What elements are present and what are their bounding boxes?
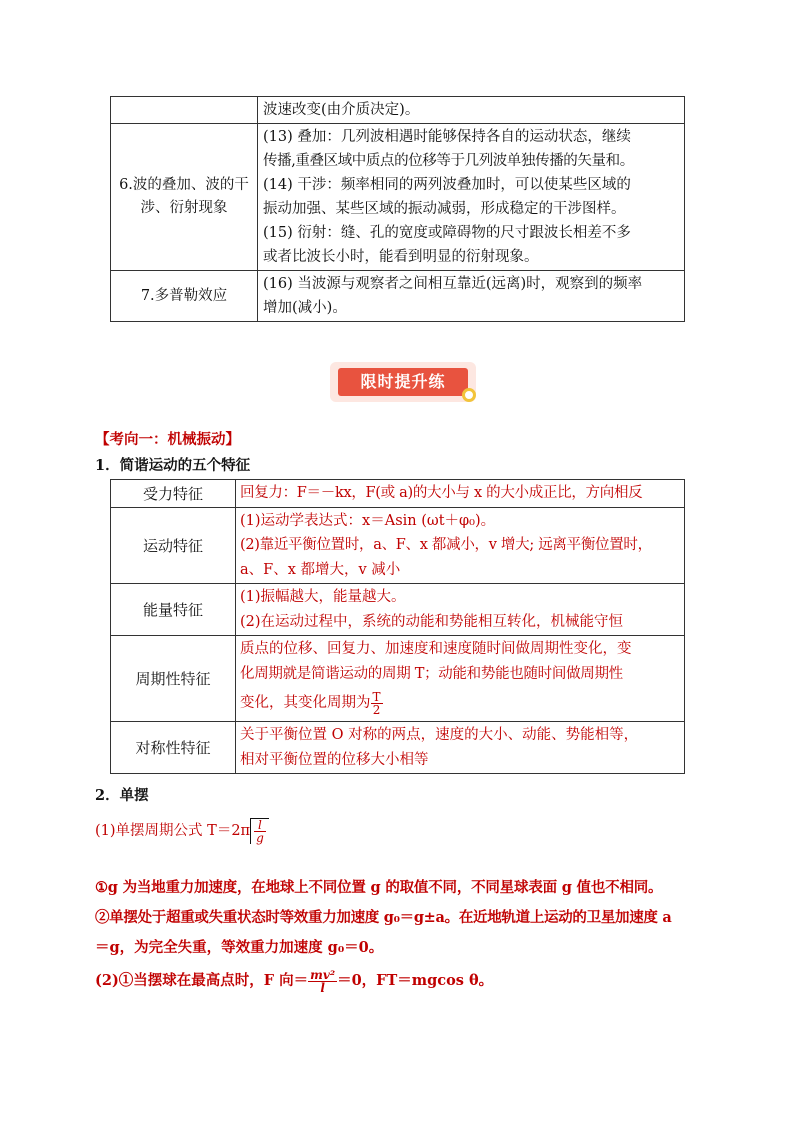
content-line: 传播,重叠区域中质点的位移等于几列波单独传播的矢量和。 [263,153,634,169]
table2-label-periodic: 周期性特征 [111,636,236,722]
label-line: 6.波的叠加、波的干 [119,177,249,193]
content-line: 增加(减小)。 [263,300,347,316]
content-line: (13) 叠加：几列波相遇时能够保持各自的运动状态，继续 [263,129,631,145]
table2-content-force: 回复力：F＝－kx，F(或 a)的大小与 x 的大小成正比，方向相反 [236,480,685,508]
content-text: 变化，其变化周期为 [240,695,371,711]
content-line: (2)靠近平衡位置时，a、F、x 都减小，v 增大; 远离平衡位置时， [240,537,652,553]
table2-label-symmetry: 对称性特征 [111,722,236,774]
table2-content-motion [236,507,685,584]
content-line: 或者比波长小时，能看到明显的衍射现象。 [263,249,539,265]
fraction-t-over-2 [371,691,383,716]
content-line: 化周期就是简谐运动的周期 T；动能和势能也随时间做周期性 [240,665,623,682]
fraction-numerator: mv² [310,967,336,982]
table2-label-motion: 运动特征 [111,507,236,584]
table1-row1-label [111,124,258,271]
table2-content-symmetry [236,722,685,774]
wave-summary-table [110,96,685,322]
table1-row1-content [258,124,685,271]
table2-label-force: 受力特征 [111,480,236,508]
table2-content-periodic [236,636,685,722]
content-line: a、F、x 都增大，v 减小 [240,561,401,578]
fraction-mv2-over-l [308,969,337,994]
table2-label-energy: 能量特征 [111,584,236,636]
content-line: (1)运动学表达式：x＝Asin (ωt＋φ₀)。 [240,512,496,529]
formula-text: (1)单摆周期公式 T＝2π [95,823,251,839]
sqrt-symbol-icon [250,818,269,844]
fraction-denominator: 2 [371,703,383,716]
sqrt-fraction [254,819,266,844]
formula-prefix: (2)①当摆球在最高点时，F 向＝ [95,972,309,989]
content-line [240,686,680,720]
content-line: (15) 衍射：缝、孔的宽度或障碍物的尺寸跟波长相差不多 [263,225,631,241]
table1-row0-left [111,97,258,124]
content-line: (14) 干涉：频率相同的两列波叠加时，可以使某些区域的 [263,177,631,193]
fraction-numerator: T [372,689,381,704]
formula-suffix: ＝0，FT＝mgcos θ。 [337,972,494,989]
content-line: 关于平衡位置 O 对称的两点，速度的大小、动能、势能相等， [240,727,639,743]
pendulum-force-formula [95,964,493,998]
table1-row0-right: 波速改变(由介质决定)。 [258,97,685,124]
content-line: 质点的位移、回复力、加速度和速度随时间做周期性变化，变 [240,641,632,657]
table2-content-energy [236,584,685,636]
label-line: 涉、衍射现象 [140,200,228,216]
pendulum-note-1: ①g 为当地重力加速度，在地球上不同位置 g 的取值不同，不同星球表面 g 值也不相同。 [95,879,663,896]
banner-dot-icon [462,388,476,402]
table1-row2-content [258,271,685,322]
heading-pendulum: 2．单摆 [95,787,149,804]
section-banner [330,362,476,402]
heading-shm-features: 1．简谐运动的五个特征 [95,457,251,474]
fraction-numerator: l [258,818,262,832]
section-title: 【考向一：机械振动】 [95,431,240,448]
content-line: 相对平衡位置的位移大小相等 [240,751,429,768]
fraction-denominator: l [308,981,337,994]
pendulum-period-formula [95,818,269,844]
content-line: (2)在运动过程中，系统的动能和势能相互转化，机械能守恒 [240,613,624,630]
shm-features-table [110,479,685,774]
banner-label: 限时提升练 [338,368,468,396]
fraction-denominator: g [256,831,264,845]
pendulum-note-2a: ②单摆处于超重或失重状态时等效重力加速度 g₀＝g±a。在近地轨道上运动的卫星加速度 a [95,909,672,926]
table1-row2-label: 7.多普勒效应 [111,271,258,322]
content-line: (16) 当波源与观察者之间相互靠近(远离)时，观察到的频率 [263,276,643,292]
content-line: (1)振幅越大，能量越大。 [240,589,406,605]
content-line: 振动加强、某些区域的振动减弱，形成稳定的干涉图样。 [263,201,626,217]
pendulum-note-2b: ＝g，为完全失重，等效重力加速度 g₀＝0。 [95,939,384,956]
